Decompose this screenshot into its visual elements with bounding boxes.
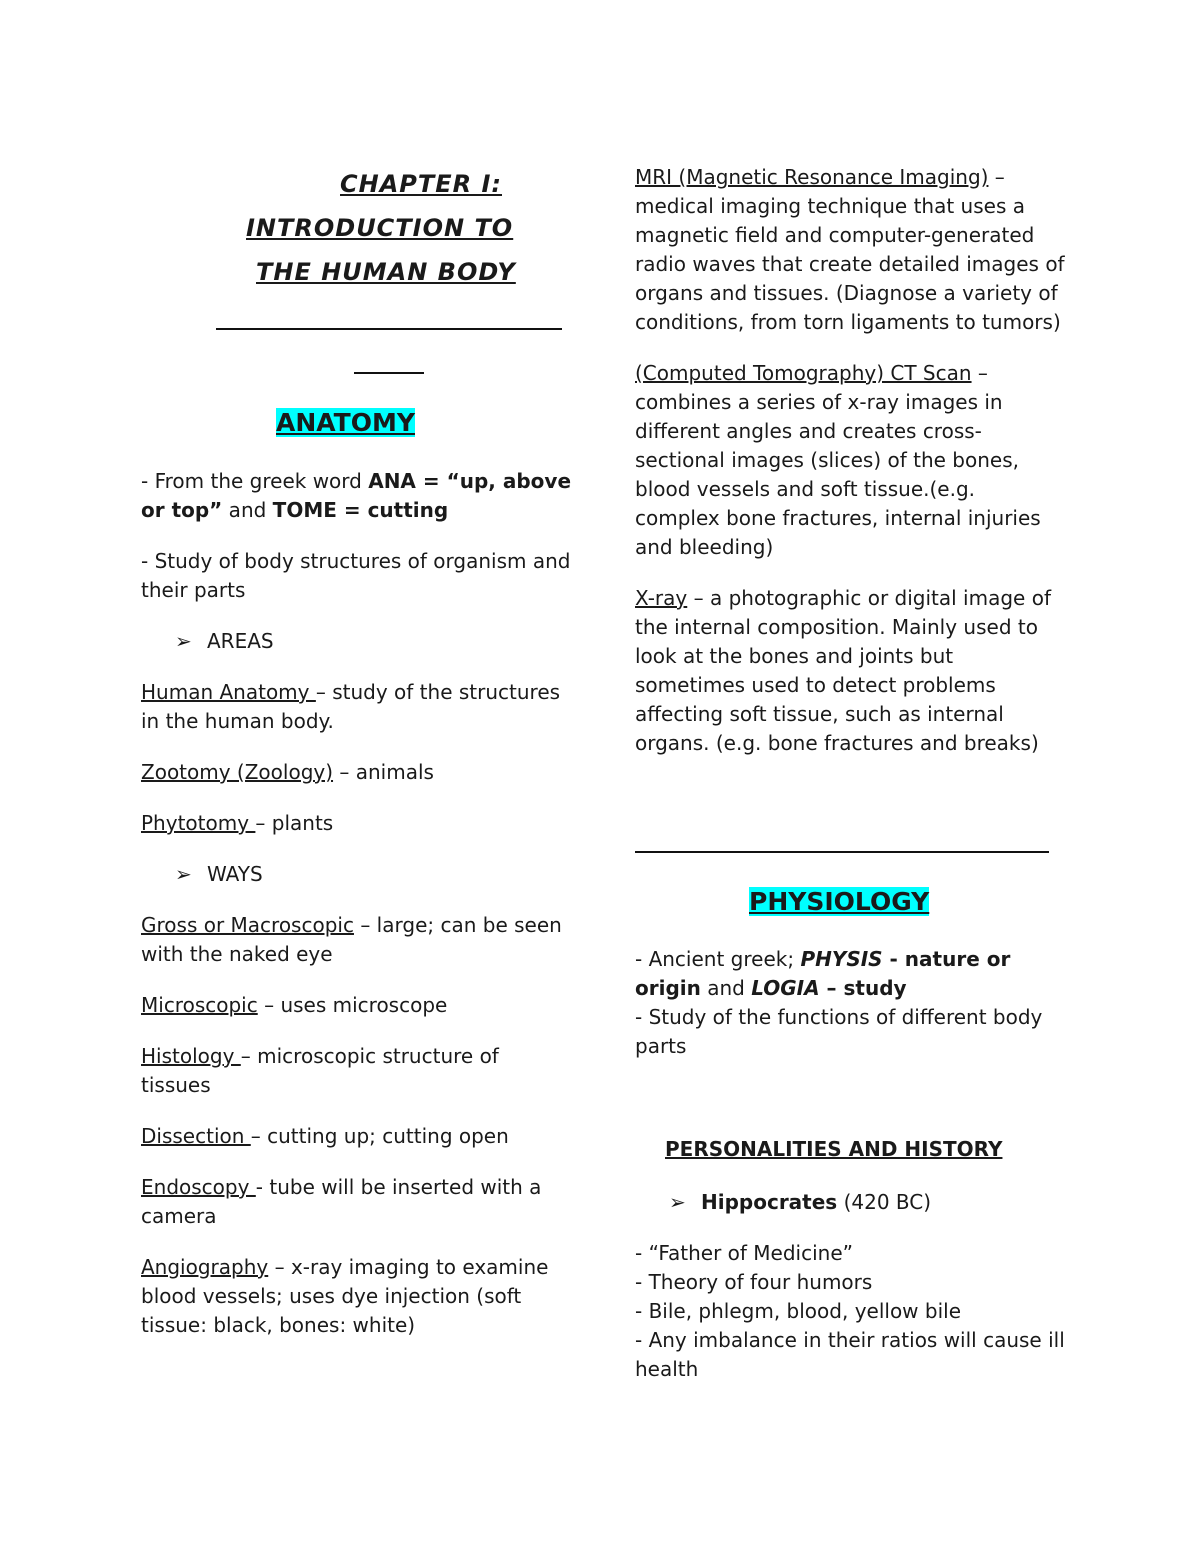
person-point: - Theory of four humors: [635, 1270, 873, 1294]
phys-nature: - nature or origin: [635, 947, 1011, 1000]
way-item: [141, 991, 571, 1020]
area-term: Phytotomy: [141, 811, 256, 835]
phys-logia: LOGIA: [751, 976, 820, 1000]
way-item: [141, 1253, 571, 1340]
phys-study: – study: [819, 976, 907, 1000]
imaging-desc: – combines a series of x-ray images in different angles and creates cross-sectional images (slices) of the bones, blood vessels and soft tissue.(e.g. complex bone fractures, internal injuries and bleeding): [635, 361, 1041, 559]
way-item: [141, 1173, 571, 1231]
area-item: [141, 809, 571, 838]
way-desc: – cutting up; cutting open: [250, 1124, 509, 1148]
way-term: Histology: [141, 1044, 241, 1068]
phys-prefix: - Ancient greek;: [635, 947, 801, 971]
def1-prefix: - From the greek word: [141, 469, 369, 493]
anatomy-heading: ANATOMY: [276, 408, 415, 437]
physiology-section: [635, 945, 1065, 1061]
area-desc: – plants: [255, 811, 334, 835]
way-desc: – x-ray imaging to examine blood vessels; uses dye injection (soft tissue: black, bones: white): [141, 1255, 549, 1337]
imaging-desc: – a photographic or digital image of the internal composition. Mainly used to look at the bones and joints but sometimes used to detect problems affecting soft tissue, such as internal organs. (e.g. bone fractures and breaks): [635, 586, 1051, 755]
chapter-title-line-3: THE HUMAN BODY: [256, 258, 516, 286]
anatomy-definition-2: - Study of body structures of organism and their parts: [141, 549, 571, 602]
area-term: Human Anatomy: [141, 680, 316, 704]
imaging-section: [635, 163, 1065, 758]
physiology-definition-1: [635, 945, 1065, 1003]
area-desc: – animals: [333, 760, 434, 784]
person-name: Hippocrates: [701, 1190, 838, 1214]
person-point: - Bile, phlegm, blood, yellow bile: [635, 1299, 962, 1323]
area-item: [141, 758, 571, 787]
anatomy-definition-1: [141, 467, 571, 525]
areas-label-row: [141, 627, 571, 656]
phys-and: and: [700, 976, 752, 1000]
def1-ana: ANA = “up, above or top”: [141, 469, 572, 522]
arrow-bullet-icon: ➢: [175, 629, 192, 653]
chapter-title-line-1: CHAPTER I:: [340, 170, 502, 198]
areas-label: AREAS: [207, 629, 274, 653]
way-term: Endoscopy: [141, 1175, 256, 1199]
person-point: - Any imbalance in their ratios will cause ill health: [635, 1328, 1065, 1381]
imaging-term: X-ray: [635, 586, 688, 610]
way-term: Dissection: [141, 1124, 251, 1148]
way-desc: – microscopic structure of tissues: [141, 1044, 499, 1097]
imaging-item: [635, 584, 1065, 758]
way-item: [141, 911, 571, 969]
area-desc: – study of the structures in the human body.: [141, 680, 561, 733]
physiology-heading: PHYSIOLOGY: [749, 887, 930, 916]
imaging-term: (Computed Tomography) CT Scan: [635, 361, 972, 385]
history-heading: PERSONALITIES AND HISTORY: [665, 1137, 1003, 1161]
section-divider: [635, 851, 1049, 853]
person-date: (420 BC): [837, 1190, 932, 1214]
person-row: [635, 1188, 1065, 1217]
arrow-bullet-icon: ➢: [175, 862, 192, 886]
way-item: [141, 1042, 571, 1100]
area-term: Zootomy (Zoology): [141, 760, 334, 784]
anatomy-heading-wrap: [276, 408, 415, 437]
imaging-term: MRI (Magnetic Resonance Imaging): [635, 165, 989, 189]
way-desc: – large; can be seen with the naked eye: [141, 913, 562, 966]
anatomy-section: [141, 467, 571, 1340]
physiology-definition-2: - Study of the functions of different body parts: [635, 1005, 1043, 1058]
way-desc: - tube will be inserted with a camera: [141, 1175, 542, 1228]
history-section: [635, 1188, 1065, 1384]
way-term: Angiography: [141, 1255, 269, 1279]
area-item: [141, 678, 571, 736]
def1-and: and: [222, 498, 273, 522]
phys-physis: PHYSIS: [800, 947, 883, 971]
physiology-heading-wrap: [749, 887, 929, 916]
imaging-item: [635, 359, 1065, 562]
title-divider-long: [216, 328, 562, 330]
def1-tome: TOME = cutting: [272, 498, 449, 522]
imaging-item: [635, 163, 1065, 337]
way-term: Microscopic: [141, 993, 258, 1017]
person-point: - “Father of Medicine”: [635, 1241, 853, 1265]
chapter-title-line-2: INTRODUCTION TO: [246, 214, 514, 242]
title-divider-short: [354, 372, 424, 374]
way-item: [141, 1122, 571, 1151]
way-term: Gross or Macroscopic: [141, 913, 354, 937]
arrow-bullet-icon: ➢: [669, 1190, 686, 1214]
ways-label: WAYS: [207, 862, 263, 886]
imaging-desc: – medical imaging technique that uses a magnetic field and computer-generated radio waves that create detailed images of organs and tissues. (Diagnose a variety of conditions, from torn ligaments to tumors): [635, 165, 1065, 334]
way-desc: – uses microscope: [257, 993, 448, 1017]
ways-label-row: [141, 860, 571, 889]
